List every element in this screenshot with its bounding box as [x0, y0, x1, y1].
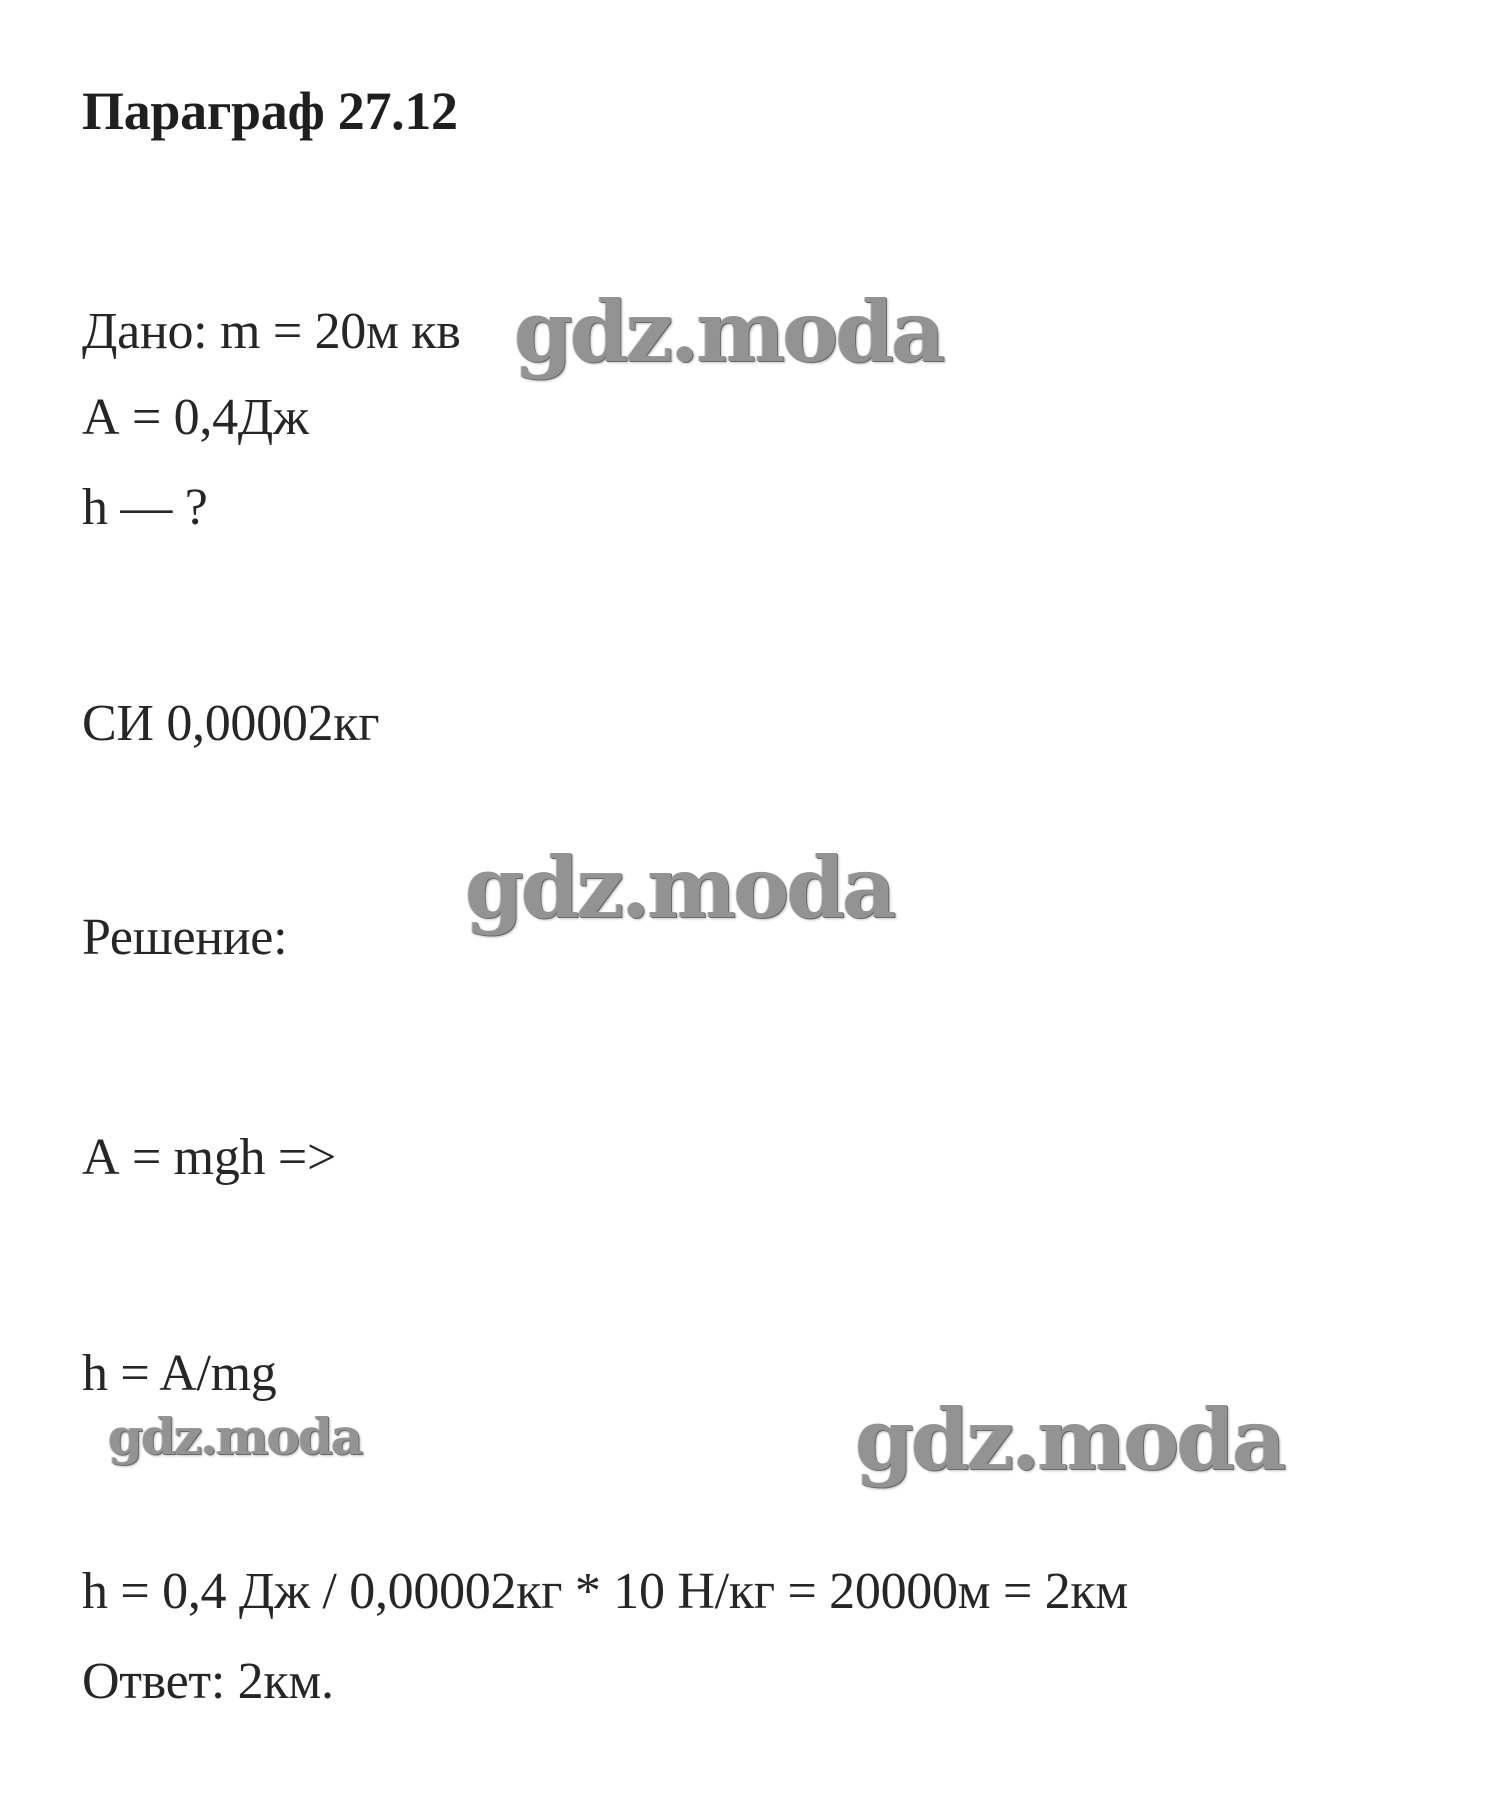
calculation: h = 0,4 Дж / 0,00002кг * 10 Н/кг = 20000м = 2км — [82, 1563, 1128, 1620]
formula-height: h = A/mg — [82, 1345, 277, 1402]
given-mass: Дано: m = 20м кв — [82, 303, 461, 360]
si-conversion: СИ 0,00002кг — [82, 695, 380, 752]
watermark: gdz.moda — [465, 838, 894, 937]
given-work: А = 0,4Дж — [82, 389, 309, 446]
unknown-height: h — ? — [82, 479, 208, 536]
page-title: Параграф 27.12 — [82, 81, 458, 141]
formula-work: А = mgh => — [82, 1129, 336, 1186]
solution-label: Решение: — [82, 909, 288, 966]
answer: Ответ: 2км. — [82, 1653, 334, 1710]
watermark: gdz.moda — [108, 1407, 362, 1466]
watermark: gdz.moda — [855, 1390, 1284, 1489]
watermark: gdz.moda — [514, 282, 943, 381]
